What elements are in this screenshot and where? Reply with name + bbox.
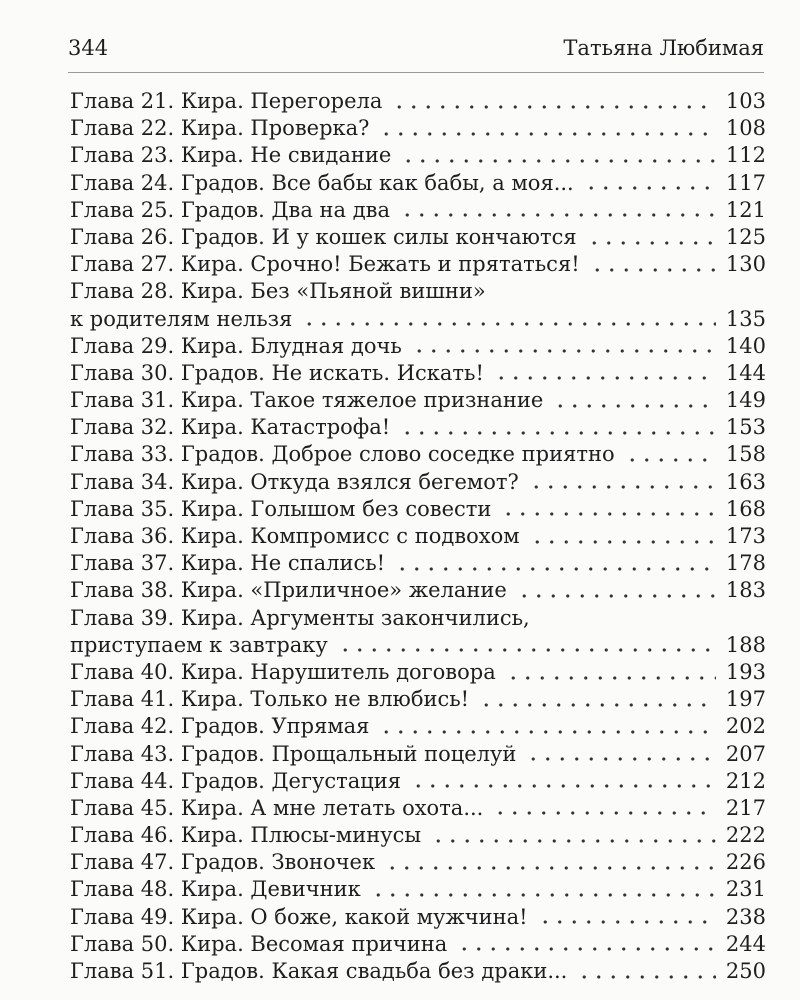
toc-entry-page-number: 140 (725, 333, 766, 358)
toc-entry-title: Глава 29. Кира. Блудная дочь (70, 333, 402, 358)
toc-entry-page-number: 158 (725, 442, 766, 467)
toc-entry-title: Глава 41. Кира. Только не влюбись! (70, 687, 470, 712)
toc-entry-title: Глава 43. Градов. Прощальный поцелуй (70, 741, 517, 766)
toc-dot-leader (400, 213, 716, 217)
toc-entry-title: Глава 22. Кира. Проверка? (70, 116, 370, 141)
toc-entry-title: Глава 42. Градов. Упрямая (70, 714, 370, 739)
toc-entry-page-number: 163 (725, 469, 766, 494)
toc-entry (70, 523, 766, 550)
toc-entry (70, 224, 766, 251)
toc-dot-leader (526, 757, 716, 761)
toc-dot-leader (385, 866, 716, 870)
toc-dot-leader (371, 893, 716, 897)
toc-entry-title: Глава 36. Кира. Компромисс с подвохом (70, 524, 520, 548)
toc-entry-title-first-line: Глава 39. Кира. Аргументы закончились, (70, 605, 530, 630)
toc-entry-page-number: 173 (725, 524, 766, 548)
toc-entry-title: Глава 21. Кира. Перегорела (70, 89, 383, 113)
toc-entry-page-number: 212 (725, 768, 766, 793)
toc-entry (70, 387, 766, 414)
toc-entry-page-number: 226 (725, 850, 766, 875)
toc-entry-title: Глава 44. Градов. Дегустация (70, 768, 401, 793)
toc-dot-leader (590, 268, 716, 272)
toc-entry-title-line (70, 605, 766, 632)
toc-entry-page-number: 217 (725, 795, 766, 820)
toc-entry-title: Глава 32. Кира. Катастрофа! (70, 415, 391, 440)
toc-entry (70, 632, 766, 659)
toc-entry-title: к родителям нельзя (70, 306, 293, 331)
toc-entry-title: Глава 45. Кира. А мне летать охота... (70, 795, 484, 820)
toc-entry-title: Глава 24. Градов. Все бабы как бабы, а моя... (70, 170, 574, 195)
toc-dot-leader (395, 567, 716, 571)
toc-entry (70, 686, 766, 713)
toc-entry-page-number: 149 (725, 388, 766, 413)
toc-entry-page-number: 121 (725, 197, 766, 222)
toc-entry-title: Глава 26. Градов. И у кошек силы кончаются (70, 224, 577, 249)
toc-entry (70, 88, 766, 115)
toc-entry-page-number: 193 (725, 659, 766, 684)
toc-dot-leader (529, 485, 716, 489)
toc-entry-page-number: 117 (725, 170, 766, 195)
toc-entry-page-number: 108 (725, 116, 766, 141)
toc-entry-page-number: 238 (725, 904, 766, 929)
toc-dot-leader (493, 811, 716, 815)
toc-dot-leader (400, 431, 716, 435)
table-of-contents (70, 88, 766, 985)
toc-entry-page-number: 197 (725, 687, 766, 712)
toc-entry (70, 849, 766, 876)
toc-entry-page-number: 222 (725, 823, 766, 848)
toc-entry-title: Глава 33. Градов. Доброе слово соседке приятно (70, 442, 615, 467)
page-number: 344 (68, 36, 109, 60)
toc-dot-leader (392, 105, 716, 109)
toc-entry (70, 768, 766, 795)
toc-dot-leader (506, 676, 716, 680)
toc-entry (70, 115, 766, 142)
toc-entry (70, 904, 766, 931)
toc-entry-title: Глава 40. Кира. Нарушитель договора (70, 659, 496, 684)
toc-entry (70, 958, 766, 985)
toc-entry (70, 360, 766, 387)
toc-dot-leader (379, 730, 715, 734)
toc-entry (70, 550, 766, 577)
toc-dot-leader (412, 349, 716, 353)
toc-entry (70, 659, 766, 686)
toc-entry-page-number: 250 (725, 959, 766, 983)
toc-entry-page-number: 144 (725, 360, 766, 385)
toc-entry-page-number: 207 (725, 741, 766, 766)
toc-entry (70, 333, 766, 360)
toc-entry (70, 251, 766, 278)
running-header (68, 36, 764, 66)
toc-dot-leader (479, 703, 716, 707)
toc-entry (70, 469, 766, 496)
toc-entry (70, 441, 766, 468)
toc-entry-title: Глава 31. Кира. Такое тяжелое признание (70, 388, 544, 413)
toc-entry (70, 170, 766, 197)
toc-entry-page-number: 130 (725, 252, 766, 277)
toc-entry (70, 414, 766, 441)
toc-entry-page-number: 202 (725, 714, 766, 739)
toc-entry-title: приступаем к завтраку (70, 632, 328, 657)
toc-entry-page-number: 153 (725, 415, 766, 440)
toc-dot-leader (538, 920, 716, 924)
toc-entry (70, 795, 766, 822)
toc-dot-leader (587, 241, 716, 245)
toc-entry (70, 197, 766, 224)
toc-entry-title: Глава 38. Кира. «Приличное» желание (70, 578, 507, 603)
toc-entry (70, 306, 766, 333)
toc-entry (70, 822, 766, 849)
toc-entry-title: Глава 30. Градов. Не искать. Искать! (70, 360, 484, 385)
toc-entry (70, 876, 766, 903)
toc-dot-leader (457, 947, 716, 951)
toc-entry-title: Глава 27. Кира. Срочно! Бежать и прятаться! (70, 252, 580, 277)
toc-entry-page-number: 125 (725, 224, 766, 249)
toc-entry-title: Глава 23. Кира. Не свидание (70, 143, 392, 168)
toc-entry (70, 577, 766, 604)
toc-entry-page-number: 168 (725, 496, 766, 521)
toc-entry (70, 931, 766, 958)
toc-dot-leader (577, 975, 716, 979)
toc-dot-leader (379, 132, 715, 136)
toc-entry-page-number: 231 (725, 877, 766, 902)
toc-dot-leader (553, 404, 716, 408)
toc-entry-title-first-line: Глава 28. Кира. Без «Пьяной вишни» (70, 279, 486, 304)
toc-entry-page-number: 112 (725, 143, 766, 168)
toc-entry-title: Глава 51. Градов. Какая свадьба без драки... (70, 959, 568, 983)
toc-entry-page-number: 135 (725, 306, 766, 331)
toc-entry-title: Глава 34. Кира. Откуда взялся бегемот? (70, 469, 519, 494)
toc-dot-leader (338, 648, 716, 652)
toc-entry-title: Глава 49. Кира. О боже, какой мужчина! (70, 904, 528, 929)
toc-entry-title: Глава 50. Кира. Весомая причина (70, 931, 448, 956)
toc-dot-leader (584, 186, 716, 190)
toc-entry (70, 142, 766, 169)
toc-dot-leader (302, 322, 716, 326)
toc-entry-page-number: 178 (725, 551, 766, 576)
toc-entry (70, 741, 766, 768)
toc-entry-title: Глава 46. Кира. Плюсы-минусы (70, 823, 422, 848)
toc-dot-leader (411, 784, 716, 788)
header-divider (68, 72, 764, 73)
toc-entry-page-number: 188 (725, 632, 766, 657)
toc-entry-page-number: 183 (725, 578, 766, 603)
toc-dot-leader (501, 512, 715, 516)
toc-entry-title: Глава 35. Кира. Голышом без совести (70, 496, 492, 521)
toc-entry-title: Глава 37. Кира. Не спались! (70, 551, 386, 576)
toc-dot-leader (530, 540, 716, 544)
running-header-author: Татьяна Любимая (563, 36, 764, 60)
toc-dot-leader (625, 458, 716, 462)
toc-dot-leader (494, 376, 716, 380)
toc-dot-leader (401, 159, 716, 163)
toc-entry-page-number: 244 (725, 931, 766, 956)
toc-entry (70, 496, 766, 523)
toc-entry (70, 713, 766, 740)
toc-dot-leader (431, 839, 716, 843)
toc-entry-title: Глава 48. Кира. Девичник (70, 877, 361, 902)
toc-entry-title-line (70, 278, 766, 305)
toc-entry-page-number: 103 (725, 89, 766, 113)
toc-entry-title: Глава 25. Градов. Два на два (70, 197, 391, 222)
toc-dot-leader (517, 594, 716, 598)
toc-entry-title: Глава 47. Градов. Звоночек (70, 850, 376, 875)
